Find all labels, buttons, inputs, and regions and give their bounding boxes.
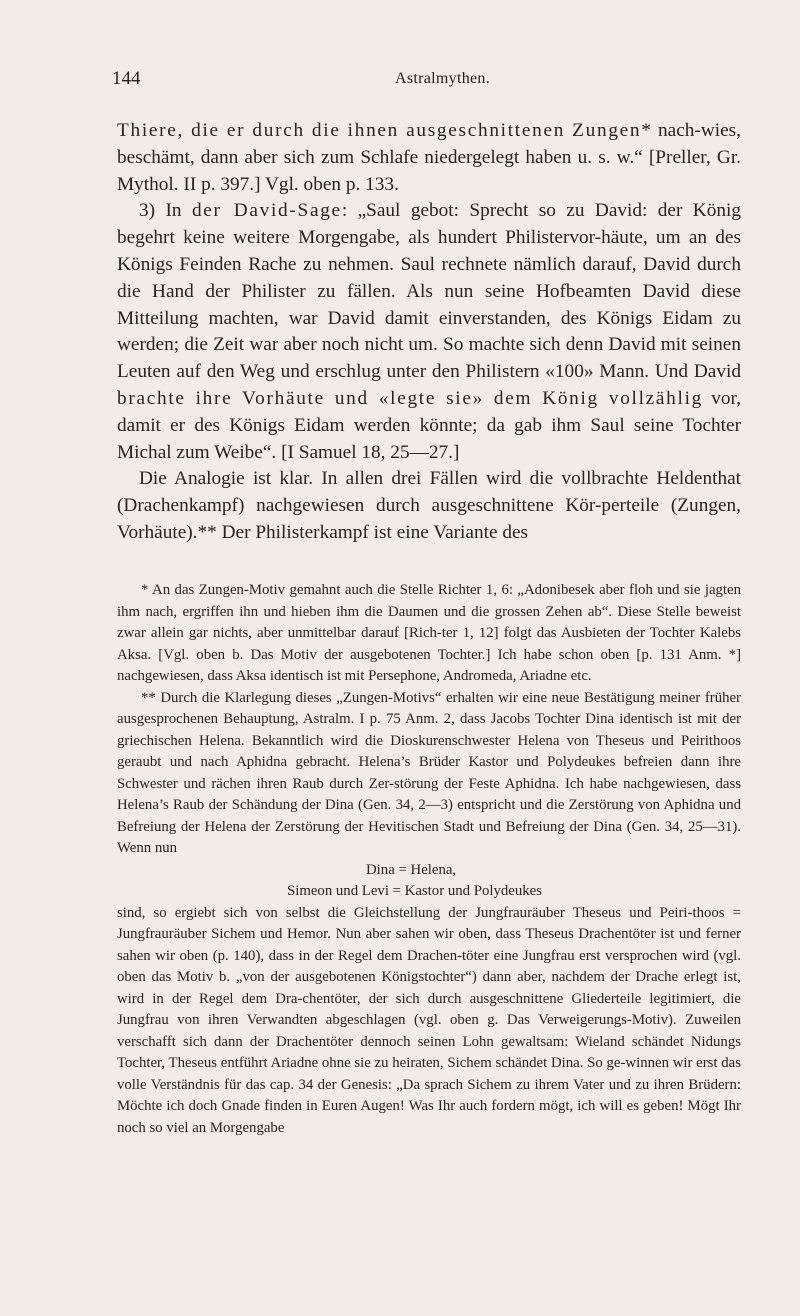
footnote-1: * An das Zungen-Motiv gemahnt auch die Stelle Richter 1, 6: „Adonibesek aber floh und sie jagten ihm nach, ergriffen ihn und hieben ihm die Daumen und die grossen Zehen ab“. Diese Stelle beweist zwar allein gar nichts, aber unmittelbar darauf [Rich-ter 1, 12] folgt das Ausbieten der Tochter Kalebs Aksa. [Vgl. oben b. Das Motiv der ausgebotenen Tochter.] Ich habe schon oben [p. 131 Anm. *] nachgewiesen, dass Aksa identisch ist mit Persephone, Andromeda, Ariadne etc. bbox=[117, 582, 741, 684]
paragraph-2-spaced-2: brachte ihre Vorhäute und «legte sie» dem König vollzählig bbox=[117, 387, 703, 409]
equation-1: Dina = Helena, bbox=[366, 861, 457, 878]
paragraph-1 bbox=[117, 118, 741, 198]
footnotes bbox=[117, 580, 741, 1139]
main-text bbox=[117, 118, 741, 547]
paragraph-2 bbox=[117, 198, 741, 466]
paragraph-1-spaced: Thiere, die er durch die ihnen ausgeschnittenen Zungen* bbox=[117, 120, 653, 141]
paragraph-2-mid: : „Saul gebot: Sprecht so zu David: der König begehrt keine weitere Morgengabe, als hundert Philistervor-häute, um an des Königs Feinden Rache zu nehmen. Saul rechnete nämlich darauf, David durch die Hand der Philister zu fällen. Als nun seine Hofbeamten David diese Mitteilung machten, war David damit einverstanden, des Königs Eidam zu werden; die Zeit war aber noch nicht um. So machte sich denn David mit seinen Leuten auf den Weg und erschlug unter den Philistern «100» Mann. Und David bbox=[117, 200, 742, 383]
paragraph-2-end: vor, damit er des Königs Eidam werden könnte; da gab ihm Saul seine Tochter Michal zum Weibe“. [I Samuel 18, 25—27.] bbox=[117, 387, 742, 463]
page-header bbox=[112, 68, 742, 94]
page-number: 144 bbox=[112, 68, 141, 89]
paragraph-2-spaced-1: der David-Sage bbox=[191, 200, 342, 222]
running-head: Astralmythen. bbox=[395, 70, 490, 87]
paragraph-2-start: 3) In bbox=[139, 200, 192, 222]
footnote-2-continued: sind, so ergiebt sich von selbst die Gleichstellung der Jungfrauräuber Theseus und Peiri-thoos = Jungfrauräuber Sichem und Hemor. Nun aber sahen wir oben, dass Theseus Drachentöter ist und ferner sahen wir oben (p. 140), dass in der Regel dem Drachen-töter eine Jungfrau erst versprochen wird (vgl. oben das Motiv b. „von der ausgebotenen Königstochter“) dann aber, nachdem der Drache erlegt ist, wird in der Regel dem Dra-chentöter, der sich durch ausgeschnittene Gliederteile legitimiert, die Jungfrau von ihren Verwandten abgeschlagen (vgl. oben g. Das Verweigerungs-Motiv). Zuweilen verschafft sich dann der Drachentöter dennoch seinen Lohn gewaltsam: Wieland schändet Nidungs Tochter, Theseus entführt Ariadne ohne sie zu heiraten, Sichem schändet Dina. So ge-winnen wir erst das volle Verständnis für das cap. 34 der Genesis: „Da sprach Sichem zu ihrem Vater und zu ihren Brüdern: Möchte ich doch Gnade finden in Euren Augen! Was Ihr auch fordern mögt, ich will es geben! Mögt Ihr noch so viel an Morgengabe bbox=[117, 904, 741, 1136]
paragraph-1-rest: nach-wies, beschämt, dann aber sich zum Schlafe niedergelegt haben u. s. w.“ [Preller, Gr. Mythol. II p. 397.] Vgl. oben p. 133. bbox=[117, 120, 742, 195]
equation-2: Simeon und Levi = Kastor und Polydeukes bbox=[287, 883, 542, 899]
footnote-2: ** Durch die Klarlegung dieses „Zungen-Motivs“ erhalten wir eine neue Bestätigung meiner früher ausgesprochenen Behauptung, Astralm. I p. 75 Anm. 2, dass Jacobs Tochter Dina identisch ist mit der griechischen Helena. Bekanntlich wird die Dioskurenschwester Helena von Theseus und Peirithoos geraubt und nach Aphidna gebracht. Helena’s Brüder Kastor und Polydeukes befreien dann ihre Schwester und rächen ihren Raub durch Zer-störung der Feste Aphidna. Ich habe nachgewiesen, dass Helena’s Raub der Schändung der Dina (Gen. 34, 2—3) entspricht und die Zerstörung von Aphidna und Befreiung der Helena der Zerstörung der Hevitischen Stadt und Befreiung der Dina (Gen. 34, 25—31). Wenn nun bbox=[117, 689, 741, 856]
paragraph-3: Die Analogie ist klar. In allen drei Fällen wird die vollbrachte Heldenthat (Drachenkampf) nachgewiesen durch ausgeschnittene Kör-perteile (Zungen, Vorhäute).** Der Philisterkampf ist eine Variante des bbox=[117, 468, 741, 543]
